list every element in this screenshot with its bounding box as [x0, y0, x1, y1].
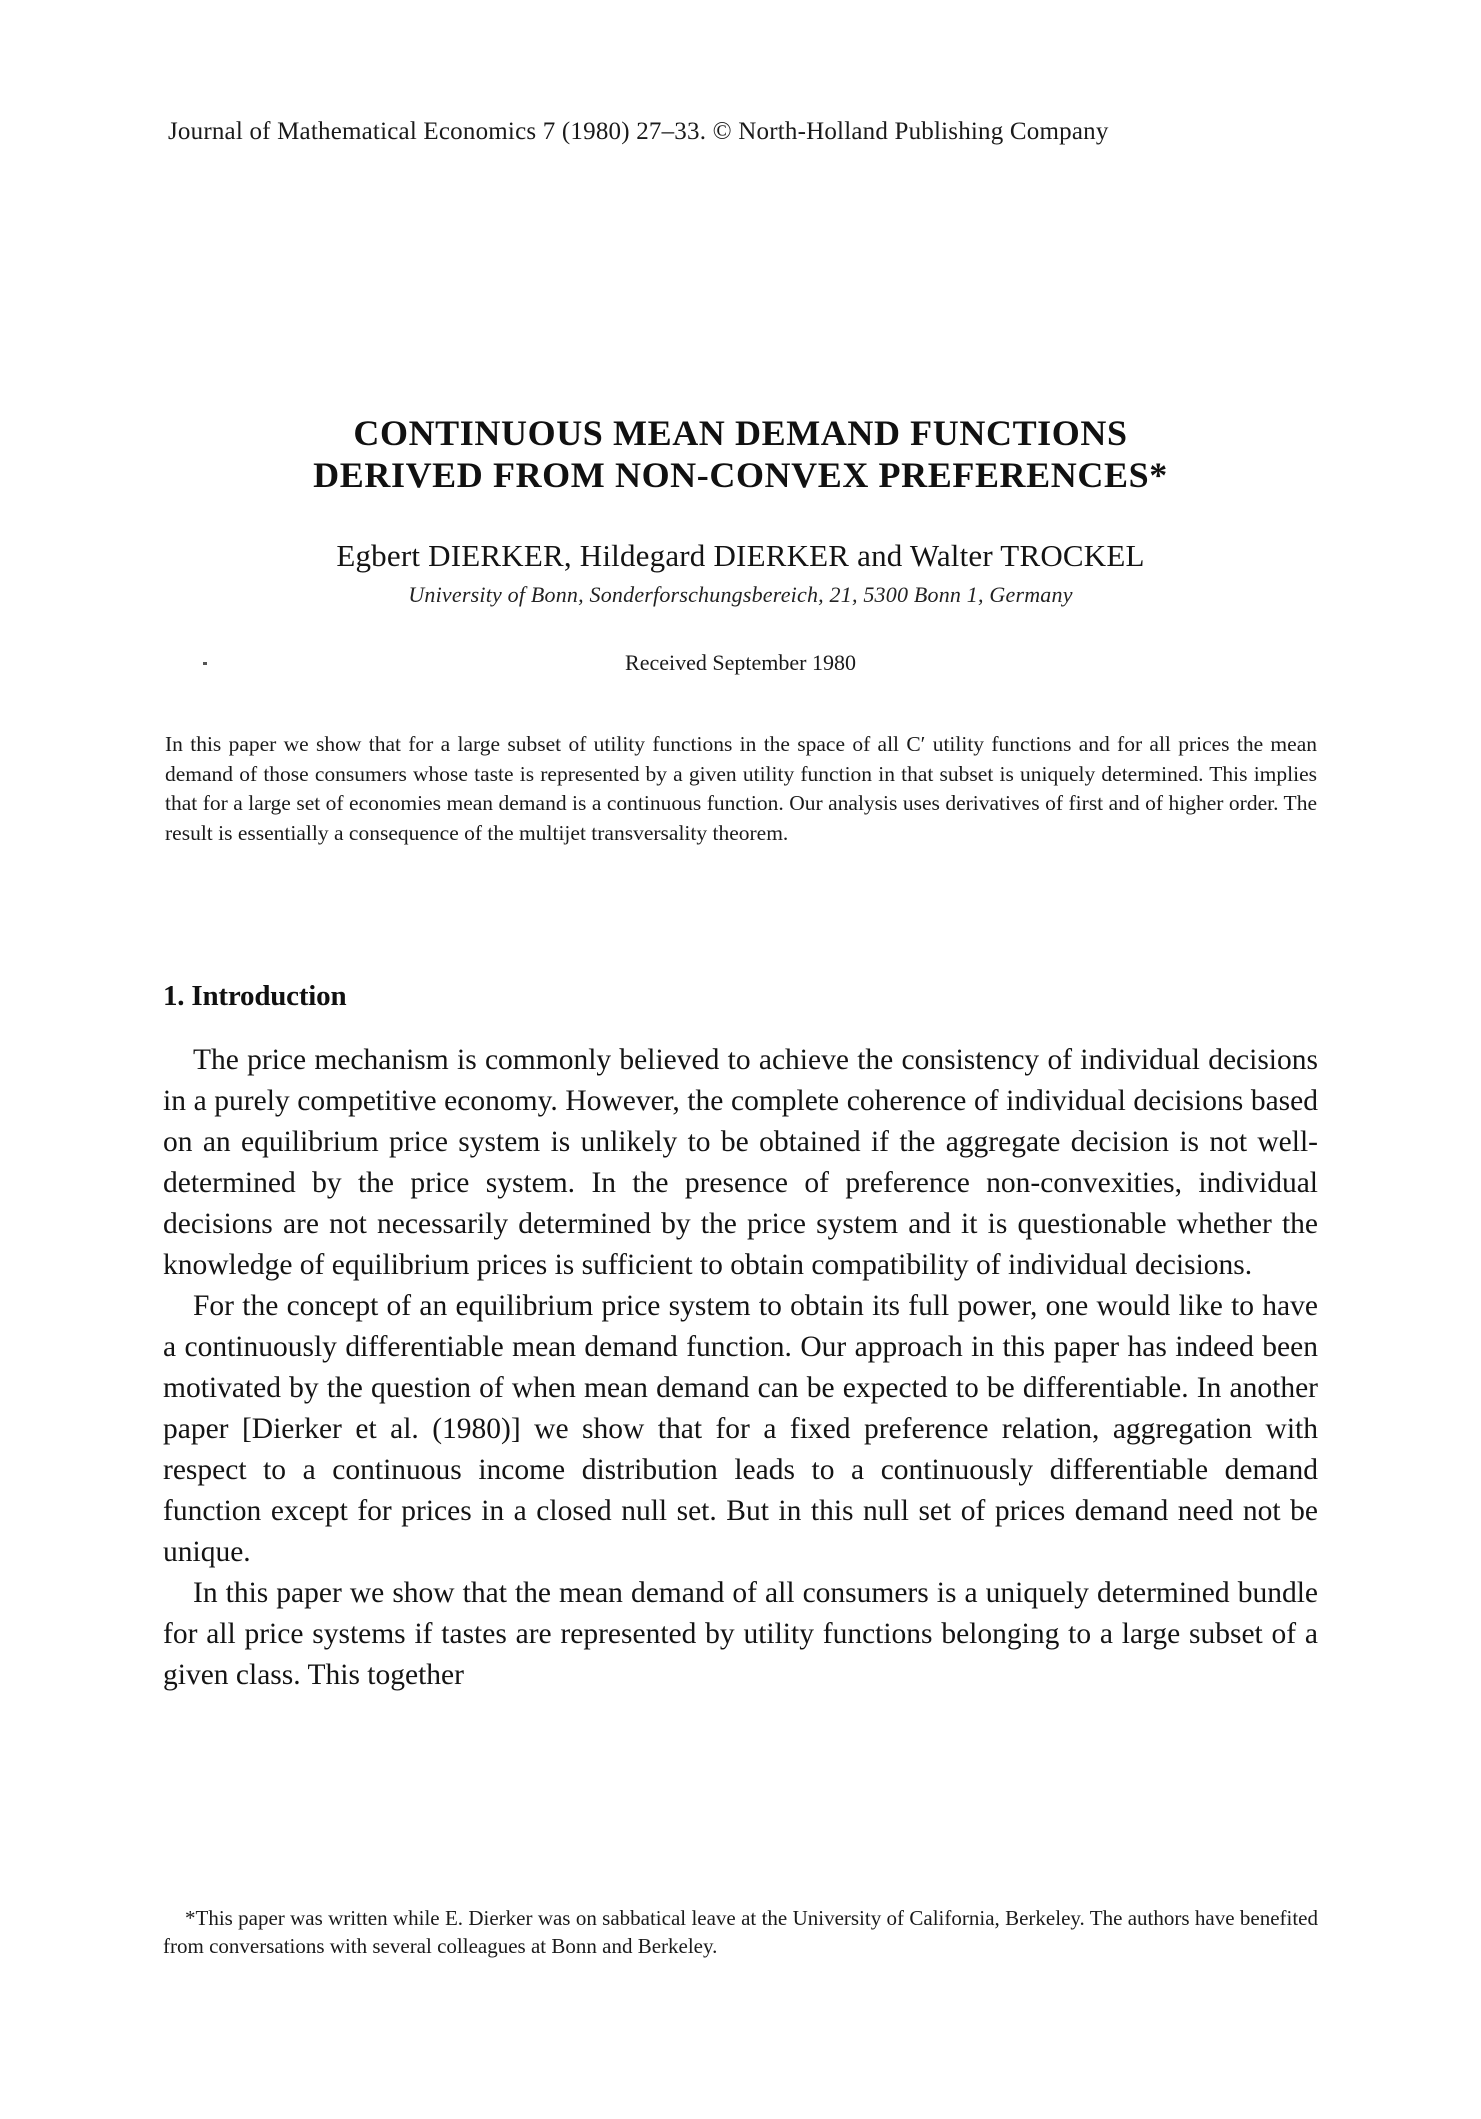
paper-title	[0, 412, 1481, 496]
author-list: Egbert DIERKER, Hildegard DIERKER and Walter TROCKEL	[336, 538, 1145, 573]
title-line-2: DERIVED FROM NON-CONVEX PREFERENCES*	[313, 455, 1168, 495]
introduction-body	[163, 1040, 1318, 1696]
author-affiliation: University of Bonn, Sonderforschungsbereich, 21, 5300 Bonn 1, Germany	[408, 582, 1073, 607]
body-paragraph: The price mechanism is commonly believed to achieve the consistency of individual decisions in a purely competitive economy. However, the complete coherence of individual decisions based on an equilibrium price system is unlikely to be obtained if the aggregate decision is not well-determined by the price system. In the presence of preference non-convexities, individual decisions are not necessarily determined by the price system and it is questionable whether the knowledge of equilibrium prices is sufficient to obtain compatibility of individual decisions.	[163, 1044, 1318, 1281]
journal-running-head: Journal of Mathematical Economics 7 (1980) 27–33. © North-Holland Publishing Company	[168, 118, 1109, 145]
received-date: Received September 1980	[625, 650, 856, 675]
abstract: In this paper we show that for a large subset of utility functions in the space of all C′ utility functions and for all prices the mean demand of those consumers whose taste is represented by a given utility function in that subset is uniquely determined. This implies that for a large set of economies mean demand is a continuous function. Our analysis uses derivatives of first and of higher order. The result is essentially a consequence of the multijet transversality theorem.	[165, 732, 1317, 845]
section-heading-introduction: 1. Introduction	[163, 980, 347, 1012]
footnote-text: *This paper was written while E. Dierker was on sabbatical leave at the University of California, Berkeley. The authors have benefited from conversations with several colleagues at Bonn and Berkeley.	[163, 1906, 1318, 1958]
body-paragraph: For the concept of an equilibrium price system to obtain its full power, one would like to have a continuously differentiable mean demand function. Our approach in this paper has indeed been motivated by the question of when mean demand can be expected to be differentiable. In another paper [Dierker et al. (1980)] we show that for a fixed preference relation, aggregation with respect to a continuous income distribution leads to a continuously differentiable demand function except for prices in a closed null set. But in this null set of prices demand need not be unique.	[163, 1290, 1318, 1568]
title-line-1: CONTINUOUS MEAN DEMAND FUNCTIONS	[353, 413, 1128, 453]
title-footnote	[163, 1904, 1318, 1960]
body-paragraph: In this paper we show that the mean demand of all consumers is a uniquely determined bundle for all price systems if tastes are represented by utility functions belonging to a large subset of a given class. This together	[163, 1577, 1318, 1691]
